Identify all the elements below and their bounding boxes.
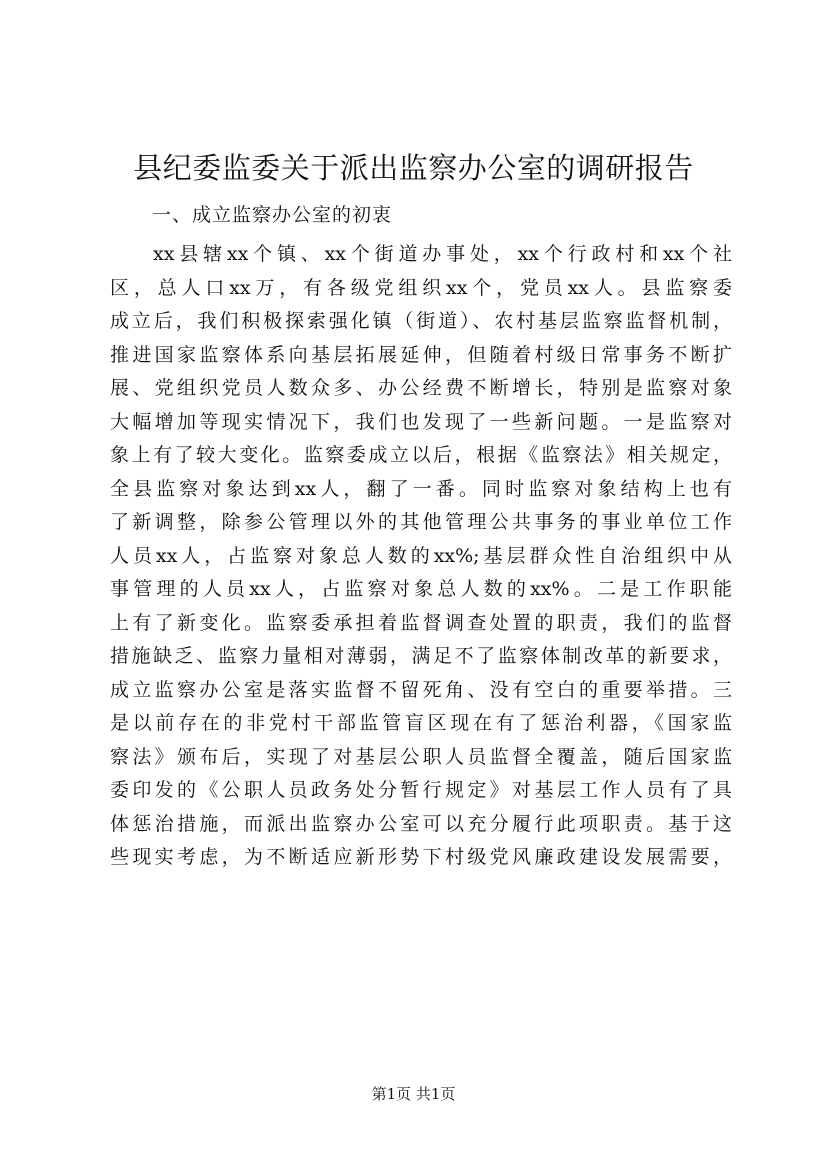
paragraph-line: 是以前存在的非党村干部监管盲区现在有了惩治利器，《国家监 (110, 712, 732, 734)
paragraph-line: 些现实考虑，为不断适应新形势下村级党风廉政建设发展需要， (110, 846, 732, 868)
paragraph-line: 成立监察办公室是落实监督不留死角、没有空白的重要举措。三 (110, 678, 732, 701)
paragraph-line: 大幅增加等现实情况下，我们也发现了一些新问题。一是监察对 (110, 410, 732, 433)
paragraph-line: 体惩治措施，而派出监察办公室可以充分履行此项职责。基于这 (110, 812, 732, 835)
paragraph-line: 委印发的《公职人员政务处分暂行规定》对基层工作人员有了具 (110, 779, 732, 801)
paragraph-line: xx县辖xx个镇、xx个街道办事处，xx个行政村和xx个社 (153, 243, 732, 265)
page-footer: 第1页 共1页 (371, 1085, 456, 1103)
paragraph-line: 了新调整，除参公管理以外的其他管理公共事务的事业单位工作 (110, 511, 732, 533)
body-paragraph (110, 238, 732, 875)
paragraph-line: 展、党组织党员人数众多、办公经费不断增长，特别是监察对象 (110, 377, 732, 399)
paragraph-line: 人员xx人，占监察对象总人数的xx%;基层群众性自治组织中从 (110, 544, 732, 567)
paragraph-line: 上有了新变化。监察委承担着监督调查处置的职责，我们的监督 (110, 611, 732, 634)
paragraph-line: 区，总人口xx万，有各级党组织xx个，党员xx人。县监察委 (110, 276, 732, 299)
paragraph-line: 象上有了较大变化。监察委成立以后，根据《监察法》相关规定， (110, 444, 732, 466)
section-heading: 一、成立监察办公室的初衷 (152, 204, 393, 226)
paragraph-line: 察法》颁布后，实现了对基层公职人员监督全覆盖，随后国家监 (110, 745, 732, 768)
paragraph-line: 措施缺乏、监察力量相对薄弱，满足不了监察体制改革的新要求， (110, 645, 732, 667)
paragraph-line: 推进国家监察体系向基层拓展延伸，但随着村级日常事务不断扩 (110, 343, 732, 366)
paragraph-line: 全县监察对象达到xx人，翻了一番。同时监察对象结构上也有 (110, 477, 732, 500)
paragraph-line: 成立后，我们积极探索强化镇（街道）、农村基层监察监督机制， (110, 310, 732, 332)
paragraph-line: 事管理的人员xx人，占监察对象总人数的xx%。二是工作职能 (110, 578, 732, 600)
document-title: 县纪委监委关于派出监察办公室的调研报告 (133, 151, 694, 185)
